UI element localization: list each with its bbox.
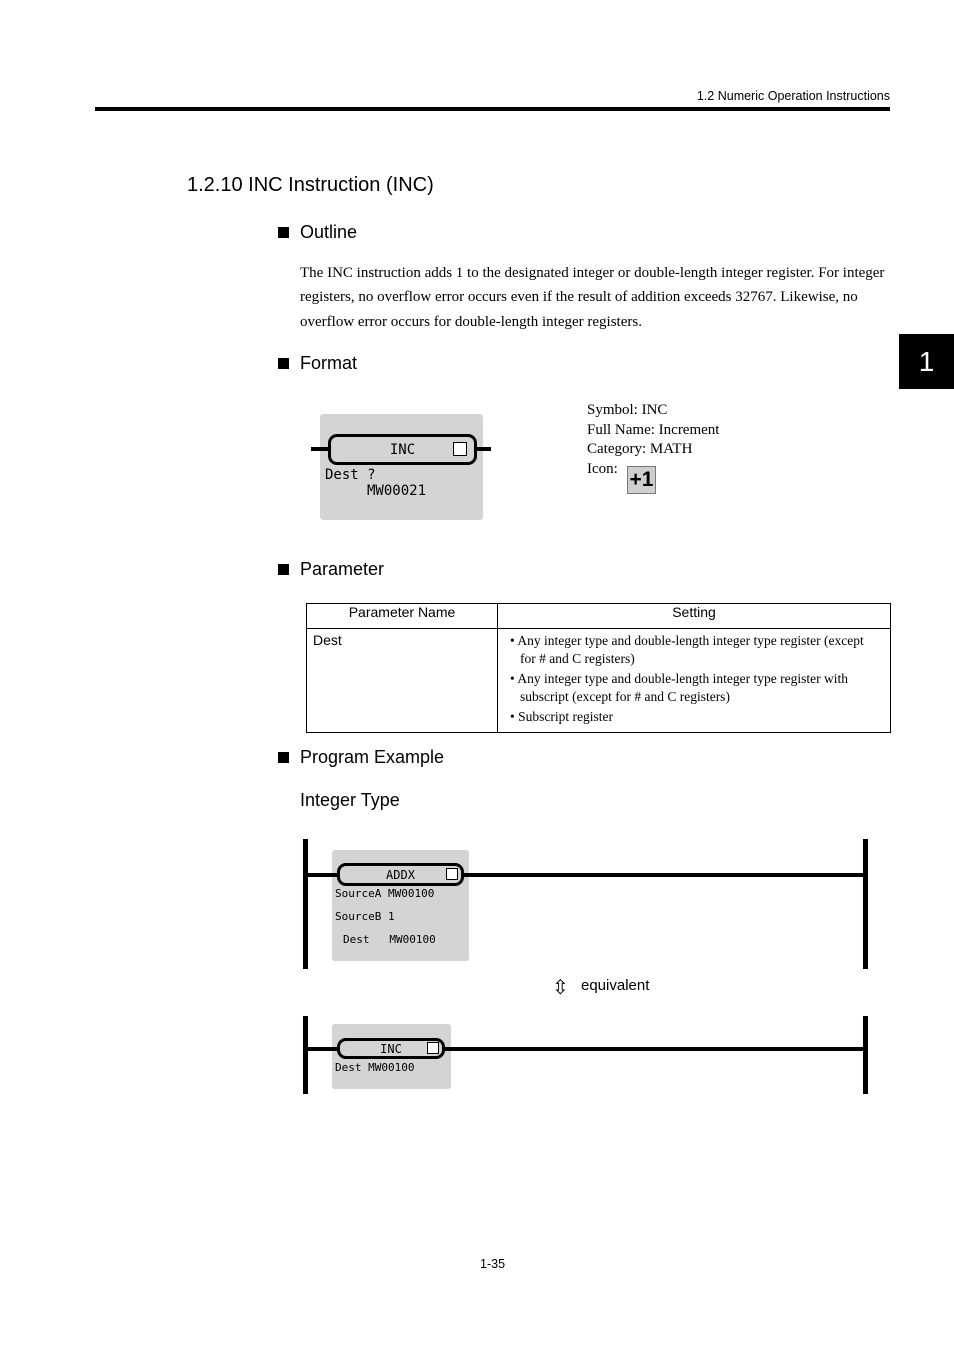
bullet-square-icon xyxy=(278,752,289,763)
inc-ladder xyxy=(303,1016,869,1094)
block-param-value: MW00021 xyxy=(367,483,427,499)
left-power-rail xyxy=(303,1016,308,1094)
addx-source-b: SourceB 1 xyxy=(335,910,395,923)
program-example-heading xyxy=(278,747,444,768)
block-name: INC xyxy=(389,441,416,458)
full-name-line: Full Name: Increment xyxy=(587,421,720,438)
outline-paragraph: The INC instruction adds 1 to the designated integer or double-length integer register. For integer registers, no overflow error occurs even if the result of addition exceeds 32767. Likewise, no overflow error occurs for double-length integer registers. xyxy=(300,265,885,330)
table-header-row xyxy=(307,604,891,629)
section-title: 1.2.10 INC Instruction (INC) xyxy=(187,174,434,196)
bullet-square-icon xyxy=(278,227,289,238)
parameter-table xyxy=(306,603,891,733)
outline-heading-text: Outline xyxy=(300,222,358,242)
chapter-tab: 1 xyxy=(899,334,954,389)
format-heading xyxy=(278,353,357,374)
block-icon xyxy=(446,868,458,880)
page-number: 1-35 xyxy=(480,1257,506,1271)
addx-name: ADDX xyxy=(386,867,415,882)
setting-item: • Any integer type and double-length integer type register (except for # and C registers) xyxy=(510,633,864,666)
param-name-cell: Dest xyxy=(307,629,498,733)
table-row xyxy=(307,629,891,733)
left-power-rail xyxy=(303,839,308,969)
integer-type-subheading: Integer Type xyxy=(300,790,400,810)
inc-name: INC xyxy=(380,1041,402,1056)
param-setting-cell xyxy=(498,629,891,733)
block-param-label: Dest ? xyxy=(325,467,376,483)
running-header: 1.2 Numeric Operation Instructions xyxy=(696,89,890,103)
plus-one-icon: +1 xyxy=(627,466,656,494)
icon-line: Icon: xyxy=(587,460,618,477)
setting-item: • Any integer type and double-length integer type register with subscript (except for # and C registers) xyxy=(510,671,849,704)
inc-dest: Dest MW00100 xyxy=(335,1061,415,1074)
symbol-line: Symbol: INC xyxy=(587,402,668,418)
header-rule xyxy=(95,107,890,111)
right-power-rail xyxy=(863,1016,868,1094)
outline-heading xyxy=(278,222,357,243)
format-heading-text: Format xyxy=(300,353,358,373)
addx-name-box xyxy=(337,863,464,886)
parameter-heading-text: Parameter xyxy=(300,559,385,579)
setting-item: • Subscript register xyxy=(510,709,613,724)
inc-format-block xyxy=(311,414,491,520)
column-header-setting: Setting xyxy=(498,604,891,629)
addx-source-a: SourceA MW00100 xyxy=(335,887,435,900)
category-line: Category: MATH xyxy=(587,441,693,457)
equivalent-label: equivalent xyxy=(581,977,650,994)
program-example-heading-text: Program Example xyxy=(300,747,445,767)
right-power-rail xyxy=(863,839,868,969)
bullet-square-icon xyxy=(278,564,289,575)
block-icon xyxy=(427,1042,439,1054)
addx-ladder xyxy=(303,839,869,969)
bullet-square-icon xyxy=(278,358,289,369)
equivalent-arrow-icon: ⇳ xyxy=(552,977,569,999)
parameter-heading xyxy=(278,559,384,580)
addx-dest: Dest MW00100 xyxy=(343,933,436,946)
column-header-name: Parameter Name xyxy=(307,604,498,629)
block-icon xyxy=(453,442,467,456)
